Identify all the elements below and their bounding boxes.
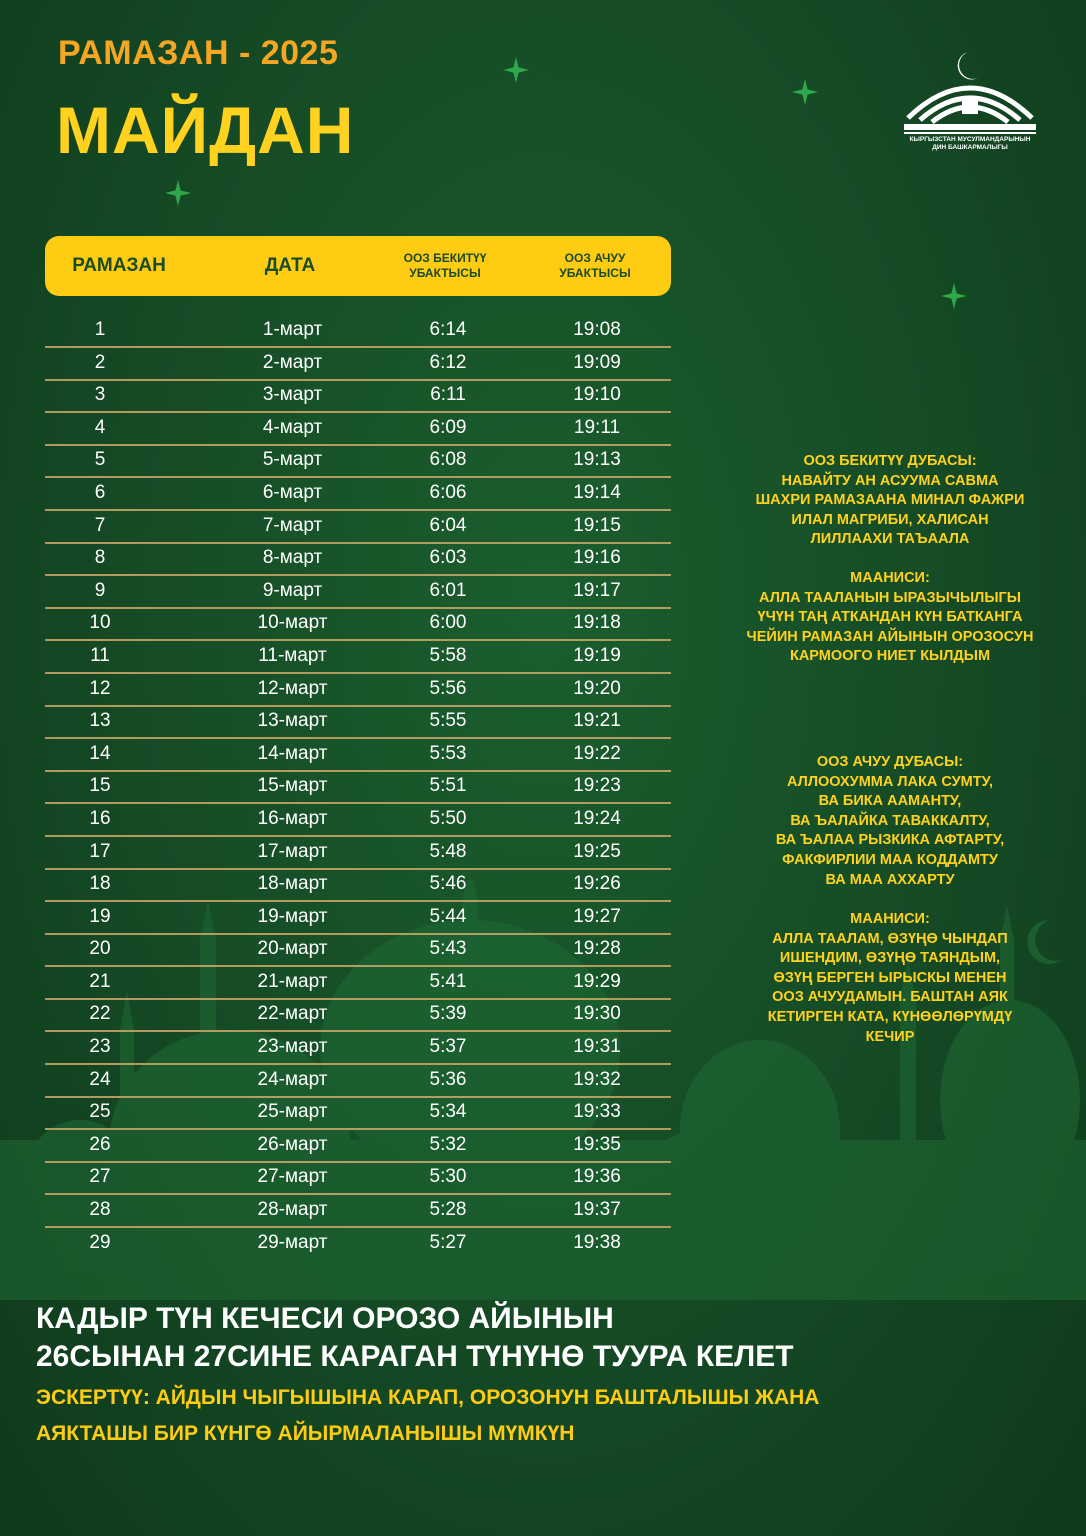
date-cell: 15-март bbox=[257, 775, 328, 797]
table-row bbox=[45, 477, 671, 510]
iftar-time: 19:15 bbox=[573, 514, 621, 536]
iftar-time: 19:24 bbox=[573, 807, 621, 829]
iftar-time: 19:08 bbox=[573, 319, 621, 340]
day-number: 26 bbox=[89, 1133, 111, 1155]
iftar-time: 19:11 bbox=[573, 416, 621, 438]
day-number: 13 bbox=[89, 710, 111, 732]
day-number: 14 bbox=[89, 742, 111, 764]
iftar-time: 19:21 bbox=[573, 710, 621, 732]
table-row bbox=[45, 673, 671, 706]
iftar-time: 19:27 bbox=[573, 905, 621, 927]
suhoor-dua: ООЗ БЕКИТҮҮ ДУБАСЫ: НАВАЙТУ АН АСУУМА САВМА ШАХРИ РАМАЗААНА МИНАЛ ФАЖРИ ИЛАЛ МАГРИБИ, ХАЛИСАН ЛИЛЛААХИ ТАЪААЛА bbox=[755, 453, 1025, 548]
date-cell: 17-март bbox=[257, 840, 328, 862]
iftar-time: 19:23 bbox=[573, 775, 621, 797]
date-cell: 2-март bbox=[262, 351, 323, 373]
table-row bbox=[45, 803, 671, 836]
day-number: 10 bbox=[89, 612, 111, 634]
table-row bbox=[45, 379, 671, 412]
suhoor-time: 6:14 bbox=[429, 319, 467, 340]
date-cell: 3-март bbox=[262, 384, 323, 406]
iftar-time: 19:19 bbox=[573, 644, 621, 666]
suhoor-time: 6:09 bbox=[429, 416, 467, 438]
iftar-time: 19:35 bbox=[573, 1133, 621, 1155]
day-number: 8 bbox=[94, 547, 106, 569]
suhoor-time: 6:06 bbox=[429, 481, 467, 503]
page-subtitle: РАМАЗАН - 2025 bbox=[58, 34, 339, 72]
day-number: 4 bbox=[94, 416, 106, 438]
date-cell: 18-март bbox=[257, 873, 328, 895]
suhoor-time: 6:11 bbox=[430, 384, 466, 406]
day-number: 21 bbox=[89, 970, 111, 992]
date-cell: 4-март bbox=[262, 416, 323, 438]
column-header-date: ДАТА bbox=[264, 255, 316, 276]
day-number: 20 bbox=[89, 938, 111, 960]
day-number: 29 bbox=[89, 1231, 111, 1253]
page-title: МАЙДАН bbox=[56, 93, 355, 167]
suhoor-time: 5:28 bbox=[429, 1199, 467, 1221]
day-number: 18 bbox=[89, 873, 111, 895]
iftar-time: 19:17 bbox=[573, 579, 621, 601]
date-cell: 29-март bbox=[257, 1231, 328, 1253]
day-number: 23 bbox=[89, 1036, 111, 1058]
iftar-time: 19:16 bbox=[573, 547, 621, 569]
date-cell: 6-март bbox=[262, 481, 323, 503]
suhoor-time: 5:34 bbox=[429, 1101, 467, 1123]
table-row bbox=[45, 1129, 671, 1162]
suhoor-time: 6:03 bbox=[429, 547, 467, 569]
table-row bbox=[45, 738, 671, 771]
date-cell: 11-март bbox=[258, 644, 327, 666]
date-cell: 28-март bbox=[257, 1199, 328, 1221]
iftar-time: 19:25 bbox=[573, 840, 621, 862]
table-row bbox=[45, 444, 671, 477]
date-cell: 12-март bbox=[257, 677, 328, 699]
date-cell: 21-март bbox=[257, 970, 328, 992]
iftar-time: 19:13 bbox=[573, 449, 621, 471]
day-number: 22 bbox=[89, 1003, 111, 1025]
iftar-time: 19:29 bbox=[573, 970, 621, 992]
suhoor-time: 6:12 bbox=[429, 351, 467, 373]
table-row bbox=[45, 607, 671, 640]
suhoor-time: 5:51 bbox=[429, 775, 467, 797]
date-cell: 23-март bbox=[257, 1036, 328, 1058]
iftar-time: 19:14 bbox=[573, 481, 621, 503]
iftar-time: 19:33 bbox=[573, 1101, 621, 1123]
table-row bbox=[45, 998, 671, 1031]
iftar-time: 19:31 bbox=[573, 1036, 621, 1058]
table-row bbox=[45, 347, 671, 380]
day-number: 9 bbox=[94, 579, 106, 601]
date-cell: 13-март bbox=[257, 710, 328, 732]
day-number: 19 bbox=[89, 905, 111, 927]
day-number: 5 bbox=[94, 449, 106, 471]
table-row bbox=[45, 1064, 671, 1097]
iftar-time: 19:32 bbox=[573, 1068, 621, 1090]
iftar-time: 19:10 bbox=[573, 384, 621, 406]
table-row bbox=[45, 1096, 671, 1129]
sparkle-star-icon bbox=[941, 283, 967, 309]
table-row bbox=[45, 1031, 671, 1064]
date-cell: 7-март bbox=[262, 514, 323, 536]
sparkle-star-icon bbox=[792, 79, 818, 105]
table-row bbox=[45, 510, 671, 543]
column-header-iftar: ООЗ АЧУУ УБАКТЫСЫ bbox=[559, 251, 631, 280]
day-number: 25 bbox=[89, 1101, 111, 1123]
date-cell: 9-март bbox=[262, 579, 323, 601]
date-cell: 27-март bbox=[257, 1166, 328, 1188]
table-row bbox=[45, 1161, 671, 1194]
date-cell: 26-март bbox=[257, 1133, 328, 1155]
date-cell: 16-март bbox=[257, 807, 328, 829]
suhoor-time: 5:50 bbox=[429, 807, 467, 829]
suhoor-dua-meaning: МААНИСИ: АЛЛА ТААЛАНЫН ЫРАЗЫЧЫЛЫГЫ ҮЧҮН ТАҢ АТКАНДАН КҮН БАТКАНГА ЧЕЙИН РАМАЗАН АЙЫНЫН ОРОЗОСУН КАРМООГО НИЕТ КЫЛДЫМ bbox=[746, 570, 1034, 665]
suhoor-time: 5:41 bbox=[429, 970, 467, 992]
suhoor-time: 5:55 bbox=[429, 710, 467, 732]
schedule-table bbox=[45, 314, 671, 1259]
iftar-time: 19:30 bbox=[573, 1003, 621, 1025]
table-row bbox=[45, 412, 671, 445]
date-cell: 5-март bbox=[262, 449, 323, 471]
date-cell: 14-март bbox=[257, 742, 328, 764]
table-row bbox=[45, 966, 671, 999]
suhoor-time: 5:58 bbox=[429, 644, 467, 666]
table-row bbox=[45, 314, 671, 347]
iftar-time: 19:36 bbox=[573, 1166, 621, 1188]
suhoor-time: 5:53 bbox=[429, 742, 467, 764]
suhoor-time: 5:39 bbox=[429, 1003, 467, 1025]
iftar-time: 19:09 bbox=[573, 351, 621, 373]
sparkle-star-icon bbox=[165, 180, 191, 206]
date-cell: 22-март bbox=[257, 1003, 328, 1025]
table-row bbox=[45, 770, 671, 803]
suhoor-time: 5:48 bbox=[429, 840, 467, 862]
suhoor-time: 6:08 bbox=[429, 449, 467, 471]
day-number: 6 bbox=[94, 481, 106, 503]
suhoor-time: 5:32 bbox=[429, 1133, 467, 1155]
iftar-time: 19:20 bbox=[573, 677, 621, 699]
date-cell: 1-март bbox=[262, 319, 323, 340]
day-number: 27 bbox=[89, 1166, 111, 1188]
date-cell: 8-март bbox=[262, 547, 323, 569]
day-number: 7 bbox=[94, 514, 106, 536]
day-number: 1 bbox=[94, 319, 106, 340]
suhoor-time: 5:56 bbox=[429, 677, 467, 699]
table-row bbox=[45, 1227, 671, 1260]
column-header-suhoor: ООЗ БЕКИТҮҮ УБАКТЫСЫ bbox=[403, 251, 487, 280]
day-number: 12 bbox=[89, 677, 111, 699]
table-row bbox=[45, 542, 671, 575]
day-number: 2 bbox=[94, 351, 106, 373]
table-row bbox=[45, 901, 671, 934]
suhoor-time: 6:01 bbox=[429, 579, 467, 601]
iftar-time: 19:28 bbox=[573, 938, 621, 960]
iftar-time: 19:37 bbox=[573, 1199, 621, 1221]
column-header-ramadan: РАМАЗАН bbox=[72, 255, 166, 276]
suhoor-time: 5:44 bbox=[429, 905, 467, 927]
day-number: 11 bbox=[90, 644, 110, 666]
date-cell: 20-март bbox=[257, 938, 328, 960]
suhoor-time: 5:43 bbox=[429, 938, 467, 960]
date-cell: 25-март bbox=[257, 1101, 328, 1123]
table-row bbox=[45, 575, 671, 608]
suhoor-time: 5:36 bbox=[429, 1068, 467, 1090]
sparkle-star-icon bbox=[503, 57, 529, 83]
suhoor-time: 5:37 bbox=[429, 1036, 467, 1058]
table-row bbox=[45, 705, 671, 738]
iftar-dua: ООЗ АЧУУ ДУБАСЫ: АЛЛООХУММА ЛАКА СУМТУ, ВА БИКА ААМАНТУ, ВА ЪАЛАЙКА ТАВАККАЛТУ, ВА ЪАЛАА РЫЗКИКА АФТАРТУ, ФАКФИРЛИИ МАА КОДДАМТУ ВА МАА АХХАРТУ bbox=[775, 754, 1005, 888]
table-header bbox=[45, 236, 671, 296]
moon-sighting-warning: ЭСКЕРТҮҮ: АЙДЫН ЧЫГЫШЫНА КАРАП, ОРОЗОНУН БАШТАЛЫШЫ ЖАНА АЯКТАШЫ БИР КҮНГӨ АЙЫРМАЛАНЫШЫ МҮМКҮН bbox=[36, 1386, 820, 1445]
date-cell: 19-март bbox=[257, 905, 328, 927]
table-row bbox=[45, 836, 671, 869]
day-number: 16 bbox=[89, 807, 111, 829]
day-number: 3 bbox=[94, 384, 106, 406]
iftar-time: 19:26 bbox=[573, 873, 621, 895]
suhoor-time: 5:27 bbox=[429, 1231, 467, 1253]
iftar-time: 19:22 bbox=[573, 742, 621, 764]
day-number: 24 bbox=[89, 1068, 111, 1090]
suhoor-time: 6:00 bbox=[429, 612, 467, 634]
iftar-time: 19:38 bbox=[573, 1231, 621, 1253]
table-row bbox=[45, 1194, 671, 1227]
date-cell: 10-март bbox=[257, 612, 328, 634]
iftar-time: 19:18 bbox=[573, 612, 621, 634]
logo-caption: КЫРГЫЗСТАН МУСУЛМАНДАРЫНЫН ДИН БАШКАРМАЛЫГЫ bbox=[909, 136, 1031, 151]
laylat-al-qadr-note: КАДЫР ТҮН КЕЧЕСИ ОРОЗО АЙЫНЫН 26СЫНАН 27СИНЕ КАРАГАН ТҮНҮНӨ ТУУРА КЕЛЕТ bbox=[36, 1302, 794, 1373]
table-row bbox=[45, 933, 671, 966]
table-row bbox=[45, 640, 671, 673]
day-number: 28 bbox=[89, 1199, 111, 1221]
suhoor-time: 5:46 bbox=[429, 873, 467, 895]
iftar-dua-meaning: МААНИСИ: АЛЛА ТААЛАМ, ӨЗҮҢӨ ЧЫНДАП ИШЕНДИМ, ӨЗҮҢӨ ТАЯНДЫМ, ӨЗҮҢ БЕРГЕН ЫРЫСКЫ МЕНЕН ООЗ АЧУУДАМЫН. БАШТАН АЯК КЕТИРГЕН КАТА, КҮНӨӨЛӨРҮМДҮ КЕЧИР bbox=[767, 911, 1013, 1045]
suhoor-time: 5:30 bbox=[429, 1166, 467, 1188]
day-number: 15 bbox=[89, 775, 111, 797]
table-row bbox=[45, 868, 671, 901]
date-cell: 24-март bbox=[257, 1068, 328, 1090]
day-number: 17 bbox=[89, 840, 111, 862]
suhoor-time: 6:04 bbox=[429, 514, 467, 536]
